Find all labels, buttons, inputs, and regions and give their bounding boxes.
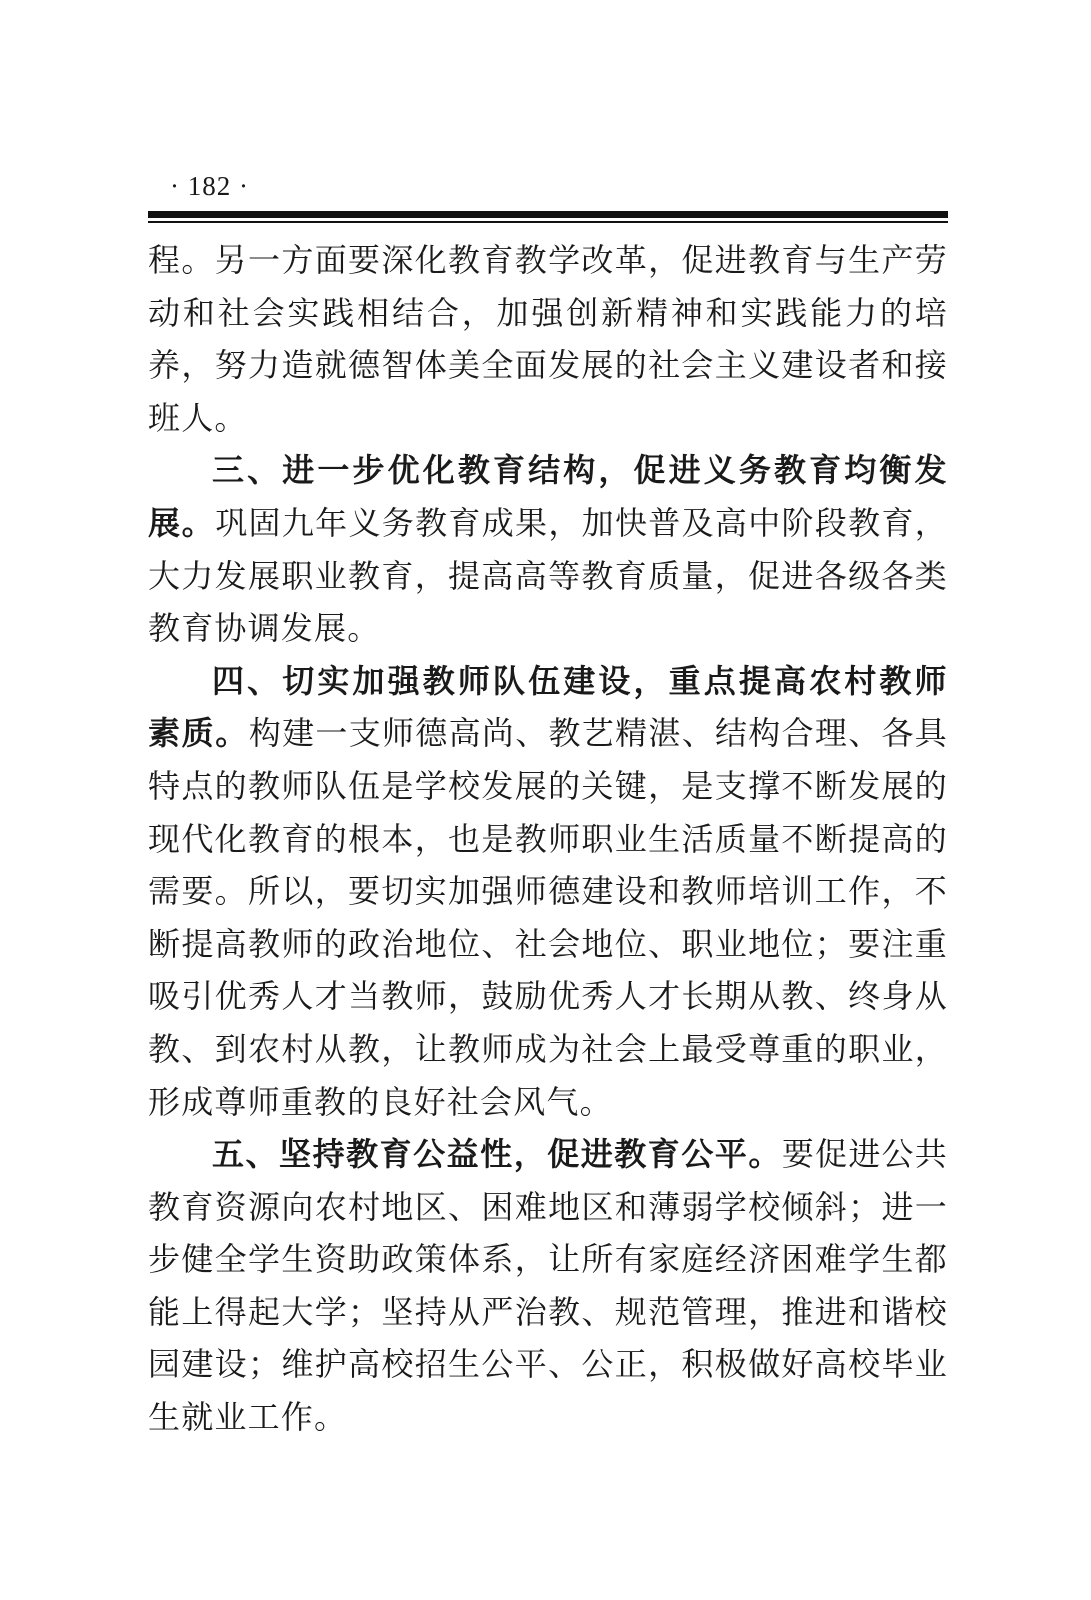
header-rule-thick bbox=[148, 211, 948, 218]
paragraph-text: 要促进公共教育资源向农村地区、困难地区和薄弱学校倾斜；进一步健全学生资助政策体系，让所有家庭经济困难学生都能上得起大学；坚持从严治教、规范管理，推进和谐校园建设；维护高校招生公平、公正，积极做好高校毕业生就业工作。 bbox=[148, 1135, 948, 1437]
paragraph-section-5 bbox=[148, 1128, 948, 1444]
section-heading: 五、坚持教育公益性，促进教育公平。 bbox=[212, 1135, 782, 1174]
body-text bbox=[148, 234, 948, 1444]
page-header bbox=[148, 168, 948, 223]
section-heading: 四、切实加强教师队伍建设，重点提高农村教师素质。 bbox=[148, 661, 948, 753]
paragraph-continuation bbox=[148, 234, 948, 444]
paragraph-text: 构建一支师德高尚、教艺精湛、结构合理、各具特点的教师队伍是学校发展的关键，是支撑不断发展的现代化教育的根本，也是教师职业生活质量不断提高的需要。所以，要切实加强师德建设和教师培训工作，不断提高教师的政治地位、社会地位、职业地位；要注重吸引优秀人才当教师，鼓励优秀人才长期从教、终身从教、到农村从教，让教师成为社会上最受尊重的职业，形成尊师重教的良好社会风气。 bbox=[148, 714, 948, 1121]
header-rule-thin bbox=[148, 221, 948, 223]
page-number: · 182 · bbox=[170, 171, 249, 201]
paragraph-section-3 bbox=[148, 444, 948, 654]
paragraph-section-4 bbox=[148, 655, 948, 1128]
section-heading: 三、进一步优化教育结构，促进义务教育均衡发展。 bbox=[148, 451, 948, 542]
paragraph-text: 巩固九年义务教育成果，加快普及高中阶段教育，大力发展职业教育，提高高等教育质量，促进各级各类教育协调发展。 bbox=[148, 503, 948, 648]
paragraph-text: 程。另一方面要深化教育教学改革，促进教育与生产劳动和社会实践相结合，加强创新精神和实践能力的培养，努力造就德智体美全面发展的社会主义建设者和接班人。 bbox=[148, 241, 948, 437]
